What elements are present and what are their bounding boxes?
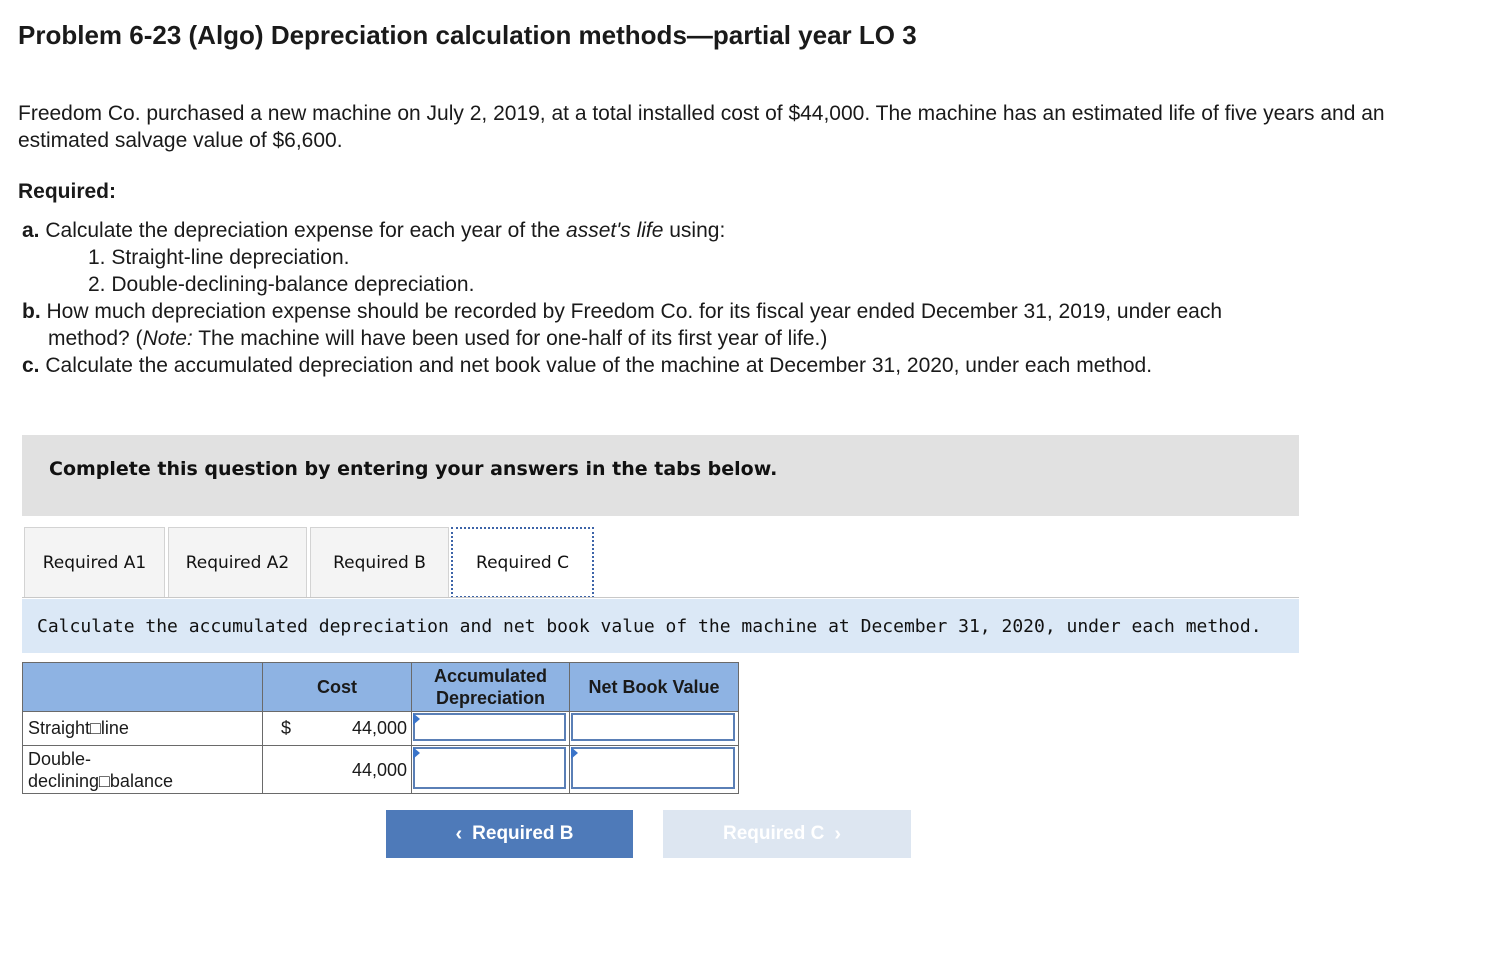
table-row: [23, 712, 739, 746]
next-button-label: Required C: [722, 823, 825, 844]
required-a-letter: a.: [22, 219, 40, 242]
prev-button-label: Required B: [472, 823, 574, 844]
problem-intro: Freedom Co. purchased a new machine on July 2, 2019, at a total installed cost of $44,000. The machine has an estimated life of five years and an estimated salvage value of $6,600.: [18, 102, 1385, 152]
table-header-row: [23, 663, 739, 712]
ddb-accumulated-input[interactable]: [413, 747, 566, 789]
depreciation-table: [22, 662, 739, 794]
cost-cell: [263, 746, 412, 794]
tab-required-a2[interactable]: Required A2: [168, 527, 307, 598]
straight-line-net-book-value-input[interactable]: [571, 713, 735, 741]
ddb-net-book-value-input[interactable]: [571, 747, 735, 789]
net-book-value-cell: [570, 712, 739, 746]
header-cost: Cost: [263, 663, 412, 712]
net-book-value-cell: [570, 746, 739, 794]
required-b-line2-pre: method? (: [48, 327, 143, 350]
required-a-text-pre: Calculate the depreciation expense for each year of the: [45, 219, 567, 242]
required-a: [22, 217, 725, 244]
tab-instruction-text: Calculate the accumulated depreciation and net book value of the machine at December 31, 2020, under each method.: [37, 616, 1262, 637]
chevron-left-icon: ‹: [455, 822, 463, 845]
tab-required-c[interactable]: Required C: [451, 527, 594, 598]
tab-required-b[interactable]: Required B: [310, 527, 449, 598]
input-flag-icon: [571, 747, 578, 759]
required-b-note: Note:: [142, 327, 193, 350]
required-b-line2: [48, 325, 827, 352]
next-required-c-button[interactable]: [663, 810, 911, 858]
header-accumulated-depreciation: [412, 663, 570, 712]
problem-title: Problem 6-23 (Algo) Depreciation calculation methods—partial year LO 3: [18, 20, 917, 50]
required-a1: 1. Straight-line depreciation.: [88, 246, 350, 269]
required-c: [22, 352, 1152, 379]
required-b: [22, 298, 1222, 325]
tab-instruction-bar: [22, 599, 1299, 653]
row-label-straight-line: Straight□line: [23, 712, 263, 746]
instructions-banner: [22, 435, 1299, 516]
tab-required-a1[interactable]: Required A1: [24, 527, 165, 598]
required-b-line1: How much depreciation expense should be recorded by Freedom Co. for its fiscal year ended December 31, 2019, under each: [46, 300, 1223, 323]
header-net-book-value: Net Book Value: [570, 663, 739, 712]
header-accumulated-depreciation-text: Accumulated Depreciation: [433, 666, 548, 708]
required-b-line2-post: The machine will have been used for one-half of its first year of life.): [192, 327, 828, 350]
accumulated-cell: [412, 746, 570, 794]
table-row: [23, 746, 739, 794]
prev-required-b-button[interactable]: [386, 810, 633, 858]
cost-cell: [263, 712, 412, 746]
tab-divider: [22, 597, 1299, 598]
input-flag-icon: [413, 747, 420, 759]
required-c-text: Calculate the accumulated depreciation and net book value of the machine at December 31, 2020, under each method.: [45, 354, 1153, 377]
straight-line-accumulated-input[interactable]: [413, 713, 566, 741]
required-b-letter: b.: [22, 300, 41, 323]
required-c-letter: c.: [22, 354, 40, 377]
cost-value: 44,000: [351, 760, 407, 780]
required-a-text-italic: asset's life: [566, 219, 664, 242]
currency-symbol: $: [281, 718, 292, 738]
banner-text: Complete this question by entering your answers in the tabs below.: [49, 458, 778, 480]
input-flag-icon: [413, 713, 420, 725]
required-heading: Required:: [18, 180, 117, 203]
header-blank: [23, 663, 263, 712]
accumulated-cell: [412, 712, 570, 746]
chevron-right-icon: ›: [834, 822, 842, 845]
cost-value: 44,000: [351, 718, 407, 738]
required-a-text-post: using:: [663, 219, 726, 242]
required-a2: 2. Double-declining-balance depreciation.: [88, 273, 475, 296]
row-label-double-declining-balance: Double- declining□balance: [23, 746, 263, 794]
